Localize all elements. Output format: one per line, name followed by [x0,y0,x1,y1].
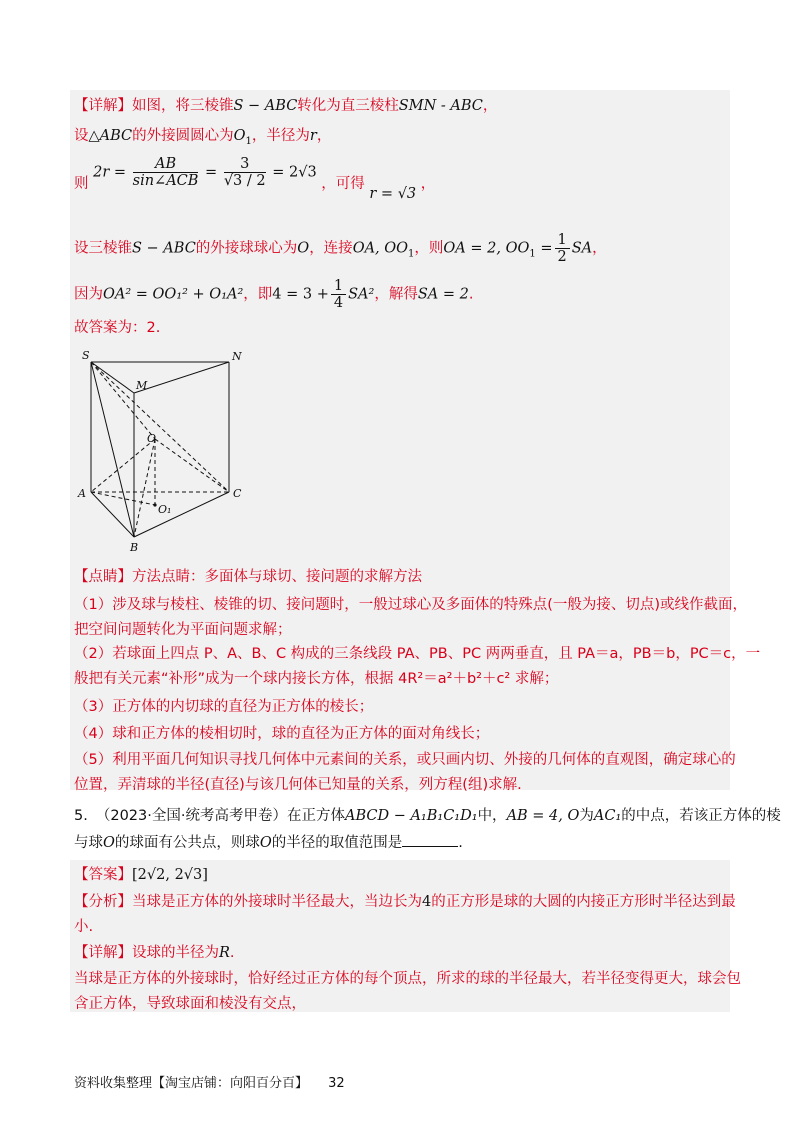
tip-item: 位置，弄清球的半径(直径)与该几何体已知量的关系，列方程(组)求解. [74,777,522,793]
label-s: S [82,349,90,362]
tip-item: （5）利用平面几何知识寻找几何体中元素间的关系，或只画内切、外接的几何体的直观图，确定球心的 [74,752,736,768]
label-c: C [233,487,242,500]
tip-item: （3）正方体的内切球的直径为正方体的棱长； [74,699,374,715]
page-number: 32 [328,1076,345,1091]
answer-blank [402,834,458,847]
label-b: B [130,541,139,554]
detail-line-1: 【详解】如图，将三棱锥S − ABC转化为直三棱柱SMN - ABC， [74,98,498,114]
question-5-line-2: 与球O的球面有公共点，则球O的半径的取值范围是 . [74,835,463,851]
diag-sc [91,362,229,492]
tip-item: 般把有关元素“补形”成为一个球内接长方体，根据 4R²＝a²＋b²＋c² 求解； [74,671,559,687]
tip-item: （4）球和正方体的棱相切时，球的直径为正方体的面对角线长； [74,726,490,742]
label-o: O [147,432,157,445]
answer-5: 【答案】[2√2, 2√3] [74,867,208,883]
page-footer [74,1072,345,1091]
seg-oa [91,439,155,492]
circumcircle-line: 设△ABC的外接圆圆心为$O_1$，半径为r， [74,128,332,147]
edge-mn [134,362,229,393]
detail-5-line-2: 当球是正方体的外接球时，恰好经过正方体的每个顶点，所求的球的半径最大，若半径变得更大，球会包 [74,971,741,987]
label-m: M [136,379,148,392]
analysis-5-line-1: 【分析】当球是正方体的外接球时半径最大，当边长为4的正方形是球的大圆的内接正方形时半径达到最 [74,894,736,910]
radius-line: 则 2r = $\frac{AB}{\text{sin∠ACB}}$ = $\frac{3}{√3 / 2}$ = 2√3 ，可得 r = √3 ， [74,156,436,202]
sphere-center-line: 设三棱锥S − ABC的外接球球心为O，连接OA, $OO_1$，则OA = 2, $OO_1$ = $\frac{1}{2}$ SA， [74,232,607,265]
label-n: N [232,350,242,363]
label-a: A [78,487,86,500]
tip-item: （1）涉及球与棱柱、棱锥的切、接问题时，一般过球心及多面体的特殊点(一般为接、切点)或线作截面， [74,597,748,613]
detail-5-line-1: 【详解】设球的半径为R. [74,945,235,961]
edge-bc [134,492,229,537]
seg-oc [155,439,229,492]
label-o1: O₁ [158,503,172,516]
because-line: 因为OA² = OO₁² + O₁A²，即4 = 3 + $\frac{1}{4}$ SA²，解得SA = 2. [74,278,474,311]
prism-figure [72,345,252,555]
edge-ab [91,492,134,537]
question-5-line-1: 5. （2023·全国·统考高考甲卷）在正方体ABCD − A₁B₁C₁D₁中，AB = 4, O为AC₁的中点，若该正方体的棱 [74,808,781,824]
footer-source: 资料收集整理【淘宝店铺：向阳百分百】 [74,1076,309,1091]
answer-line: 故答案为：2. [74,320,161,336]
tip-title: 【点睛】方法点睛：多面体与球切、接问题的求解方法 [74,569,422,585]
tip-item: （2）若球面上四点 P、A、B、C 构成的三条线段 PA、PB、PC 两两垂直，且 PA＝a，PB＝b，PC＝c，一 [74,646,761,662]
analysis-5-line-2: 小. [74,919,94,935]
tip-item: 把空间问题转化为平面问题求解； [74,622,292,638]
detail-5-line-3: 含正方体，导致球面和棱没有交点， [74,996,306,1012]
